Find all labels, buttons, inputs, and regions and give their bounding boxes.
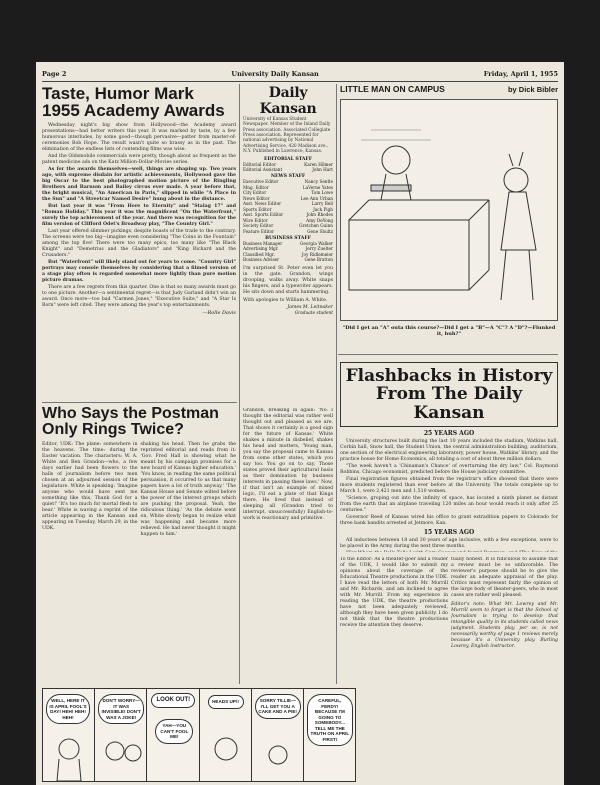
business-staff-label: BUSINESS STAFF [265, 235, 311, 241]
editorial-paragraph: But last year it was "From Here to Eternity" and "Stalag 17" and "Roman Holiday." This year it was the magnificent "On the Waterfront," surely the top achievement of the year. And there was recognition for the film version of Clifford Odet's Broadway play, "The Country Girl." [42, 203, 236, 227]
staff-row: Business Adviser Gene Bratton [243, 257, 333, 263]
staff-row: Sports Editor Jack Pigh [243, 206, 333, 212]
speech-bubble: CAREFUL, FERDY! BECAUSE I'M GOING TO SOMEBODY... TELL ME THE TRUTH ON APRIL FIRST! [307, 694, 353, 746]
staff-row: Executive Editor Nancy Sentle [243, 179, 333, 185]
bottom-letter: tually honest. It is ridiculous to assume that a review must be so unfavorable. The reviewer's purpose should be to give the reader an adequate appraisal of the play. Critics must represent fairly the opinion of the large body of theater-goers, who in most cases are rather well pleased. [451, 557, 558, 599]
comic-strip [42, 688, 356, 782]
staff-row: Asst. News Editor Larry Bell [243, 201, 333, 207]
letters-lower [451, 557, 558, 782]
staff-row: Wire Editor Amy DeYong [243, 217, 333, 223]
editorial-headline: Taste, Humor Mark 1955 Academy Awards [42, 85, 225, 121]
comic-panel [252, 689, 304, 781]
flashback-item: Final registration figures obtained from the registrar's office showed that there were more students registered than ever before at the University. The totals complete up to March 1, were 2,421 men and 1,510 women. [340, 477, 558, 495]
editorial-staff-label: EDITORIAL STAFF [264, 156, 312, 162]
comic-panel [304, 689, 355, 781]
page-header [42, 70, 558, 81]
theatre-letter [340, 557, 448, 782]
flashbacks-15-years: 15 YEARS AGO [423, 529, 475, 537]
masthead [243, 85, 333, 405]
speech-bubble: WELL, HERE IT IS APRIL FOOL'S DAY! HEH! HEH! HEH! [46, 694, 90, 724]
cartoon-byline: by Dick Bibler [507, 85, 558, 94]
staff-row: Asst. Sports Editor John Rhodes [243, 212, 333, 218]
flashbacks-section [340, 362, 558, 552]
speech-bubble: SORRY TILLIE—I'LL GET YOU A CAKE AND A PIE! [255, 694, 301, 719]
letter-signature: James M. Leitnaker [287, 304, 333, 310]
page-number: Page 2 [42, 70, 67, 78]
cartoon-title: LITTLE MAN ON CAMPUS [340, 85, 445, 94]
staff-row: City Editor Tom Lowe [243, 190, 333, 196]
postman-col-2: shaking his head. Then he grabs the reprinted editorial and reads from it: 'Gov. Fred Hall is showing what he meant by his campaign promises for a new board of Kansas higher education.' 'You know, in reading the same political persuasion, it occurred to us that many papers have a lot of truth anyway.' 'The Kansas House and Senate wilted before the power of the interest groups which are pushing the proposal. Yeah, the ridiculous thing.' 'As the debate went on, White slowly began to realize what was happening and became more relieved. He had never thought it might happen to him.' [140, 441, 236, 537]
letter-signature-title: Graduate student [294, 310, 333, 316]
editorial-paragraph: There are a few regrets from this quarter. One is that so many awards must go to one picture. Another—a sentimental regret—is that Judy Garland didn't win an award. Once more—too bad "Carmen Jones," "Executive Suite," and "A Star Is Born" were left cited. They were among the year's top entertainments. [42, 285, 236, 309]
comic-panel [147, 689, 199, 781]
comic-panel [95, 689, 147, 781]
postman-section [42, 406, 236, 684]
newspaper-page [36, 62, 564, 785]
flashback-item: Governor Reed of Kansas wired his office to grant extradition papers to Colorado for three bank bandits arrested at Jetmore, Kan. [340, 515, 558, 527]
section-divider [338, 354, 558, 355]
editorial-paragraph: Last year offered slimmer pickings, despite boasts of the trade to the contrary. The screens were too big—imagine even considering "The Coins in the Fountain" among the top five! There were too many epics, too many like "The Black Knight" and "Demetrius and the Gladiators" and "King Richard and the Crusaders." [42, 228, 236, 258]
postman-headline: Who Says the Postman Only Rings Twice? [42, 406, 219, 439]
editorial-body [42, 123, 236, 309]
flashbacks-25-years: 25 YEARS AGO [423, 430, 475, 438]
column-divider [336, 84, 337, 684]
staff-row: News Editor Lee Ann Urban [243, 195, 333, 201]
staff-row: Mng. Editor LaVerne Yates [243, 184, 333, 190]
apologies-line: With apologies to William A. White. [243, 297, 328, 303]
masthead-info: University of Kansas Student Newspaper. Member of the Inland Daily Press association. Associated Collegiate Press association. Represented for national advertising by National Advertising Service, 420 Madison ave., N.Y. Published in Lawrence, Kansas. [243, 117, 331, 155]
speech-bubble: YAH—YOU CAN'T FOOL ME! [155, 719, 193, 744]
issue-date: Friday, April 1, 1955 [483, 70, 558, 78]
staff-row: Editorial Assistant John Hart [243, 166, 333, 172]
editorial-paragraph: Wednesday night's big show from Hollywood—the Academy award presentations—had better writers this year. It was marked by taste, by a few humorous interludes, by some good—though pervasive—patter from master-of-ceremonies Bob Hope. The result wasn't quite so brassy as in the past. The elimination of the endless lists of contending films was wise. [42, 122, 236, 152]
staff-row: Classified Mgr. Joy Ridlemeier [243, 251, 333, 257]
letter-continued: I'm surprised St. Peter even let you in the gate. Grandon, wings drooping, walks away. White snaps his fingers, and a typewriter appears. He sits down and starts hammering. [243, 265, 333, 295]
cartoon-section [340, 85, 558, 350]
header-rule [42, 81, 558, 82]
staff-row: Editorial Editor Karen Hilmer [243, 161, 333, 167]
editors-note: Editor's note: What Mr. Lowrey and Mr. Murrill seem to forget is that the School of Journalism is trying to develop that intangible quality in its students called news judgment. Students play, per se, is not necessarily worthy of page 1 reviews merely because it's a University play. Burling Lowrey, English instructor. [451, 602, 558, 650]
theatre-letter-column [243, 408, 333, 684]
postman-col-3: Grandon, breaking in again: 'No. I thought the editorial was rather well thought out and pleased as we are. That shows it certainly is a good sign for the future of Kansas.' White shakes a minute in disbelief, shakes his head and mutters, 'Young man, you say the proposal came to Kansas from some other states, which you say too. You go on to say, Those states proved their agricultural basis as their domination by business interests in passing these laws.' Now, if that isn't an example of mixed logic, I'll eat a plate of that Kings there. He lived that instead of sleeping all (Grandon tried to interrupt, unsuccessfully) English-to-work is reactionary and primitive. [243, 408, 333, 522]
flashback-item: "The week haven't a 'Chinaman's Chance' of overturning the dry law," Col. Raymond Robbins, Chicago economist, predicted before the House judiciary committee. [340, 464, 558, 476]
masthead-title: Daily Kansan [259, 85, 317, 117]
section-divider [42, 402, 237, 403]
staff-row: Feature Editor Gene Shultz [243, 228, 333, 234]
editorial-signature: —Rolle Davis [202, 310, 236, 317]
flashback-item: All inductees between 18 and 30 years of age inclusive, with a few exceptions, were to be placed in the Army during the next three months. [340, 538, 558, 550]
flashback-item [340, 551, 558, 552]
speech-bubble: DON'T WORRY—IT WAS INVISIBLE! DON'T WAS A JOKE! [98, 694, 144, 724]
speech-bubble: HEADS UP!! [208, 695, 244, 709]
cartoon-illustration [340, 99, 558, 321]
flashbacks-headline: Flashbacks in History From The Daily Kansan [345, 366, 553, 423]
cartoon-caption: "Did I get an "A" outa this course?—Did I get a "B"—A "C"? A "D"?—Flunked it, huh?" [342, 325, 556, 337]
postman-col-1: Editor, UDK: The plane: somewhere in the heavens. The time: during the Easter vacation. The characters: W. A. White and Ben Grandon—who, a few days earlier had been flowers to the halls of journalism before two men chosen at an adjourned session of the legislature. White is speaking: 'Imagine anyone who would have sent me something like this, Thank God for a quiet!' 'It's too much for mortal flesh to bear.' White is waving a reprint of the article appearing in the Kansan and appearing on Tuesday, March 29, in the UDK. [42, 441, 138, 531]
flashback-item: University structures built during the last 10 years included the stadium, Watkins hall, Corbin hall, Snow hall, the Student Union, the central administration building, auditorium, one section of the electrical engineering laboratory, power house, Watkins' library, and the practice house for Home Economics, all totaling a cost of about three million dollars. [340, 439, 558, 463]
theatre-letter-text: To the Editor: As a theater-goer and a reader of the UDK, I would like to submit my opinions about the coverage of the Educational Theatre productions in the UDK. I have read the letters of both Mr. Murrill and Mr. Richards, and am inclined to agree with Mr. Murrill. From my experience in reading the UDK, the theatre productions have not been adequately reviewed, although they have been given publicity. I do not think that the theatre productions receive the attention they deserve. [340, 557, 448, 629]
column-divider [239, 84, 240, 684]
flashback-item: "Science, groping out into the infinity of space, has located a ninth planet as distant from the earth that an airplane traveling 120 miles an hour would reach it only after 25 centuries." [340, 496, 558, 514]
paper-name: University Daily Kansan [231, 70, 319, 78]
flashbacks-headline-box [340, 362, 558, 427]
comic-panel [43, 689, 95, 781]
staff-row: Business Manager Georgia Walker [243, 240, 333, 246]
cartoon-drawing [341, 100, 558, 321]
speech-bubble: LOOK OUT! [151, 693, 195, 708]
comic-panel [200, 689, 252, 781]
staff-row: Society Editor Gretchen Guinn [243, 223, 333, 229]
staff-row: Advertising Mgr. Jerry Zuelter [243, 246, 333, 252]
news-staff-label: NEWS STAFF [270, 174, 306, 180]
editorial-column [42, 85, 236, 400]
editorial-paragraph: But "Waterfront" will likely stand out for years to come. "Country Girl" portrays may console themselves by considering that a filmed version of a stage play often is regarded somewhat more lightly than pure motion picture dramas. [42, 260, 236, 284]
editorial-paragraph: And the Oldsmobile commercials were pretty, though about as frequent as the patent medicine ads on the Katz Million-Dollar-Movies series. [42, 153, 236, 165]
editorial-paragraph: As for the awards themselves—well, things are shaping up. Two years ago, with supreme disdain for artistic achievements, Hollywood gave the big Oscar to the best photographed motion picture of the Ringling Brothers and Barnum and Bailey circus ever made. A year before that, the bright musical, "An American in Paris," slipped in while "A Place in the Sun" and "A Streetcar Named Desire" hung about in the distance. [42, 166, 236, 202]
